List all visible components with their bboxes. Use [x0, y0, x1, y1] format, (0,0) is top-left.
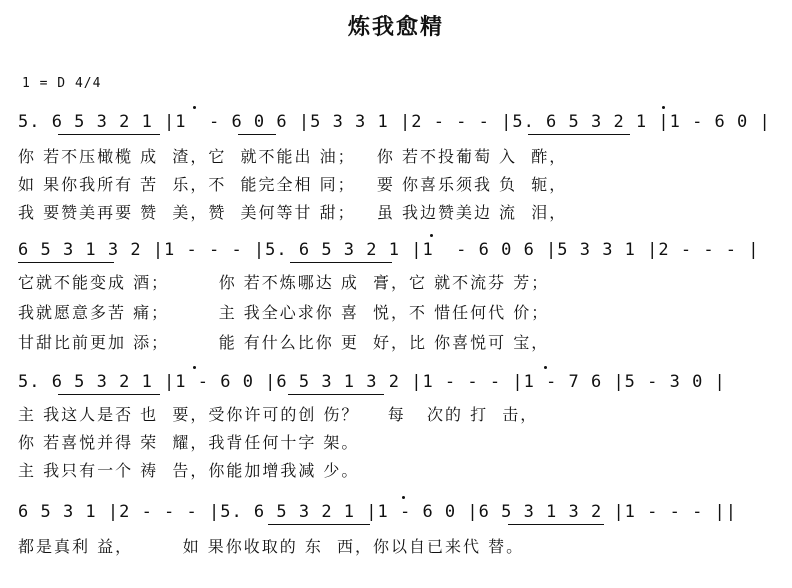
octave-dot [544, 366, 547, 369]
notation-line-1: 5. 6 5 3 2 1 |1 - 6 0 6 |5 3 3 1 |2 - - - |5. 6 5 3 2 1 |1 - 6 0 | [18, 112, 771, 132]
song-title: 炼我愈精 [347, 15, 444, 40]
lyric-line-3-1: 主 我这人是否 也 要，受你许可的创 伤？ 每 次的 打 击， [18, 405, 539, 424]
notation-line-2: 6 5 3 1 3 2 |1 - - - |5. 6 5 3 2 1 |1 - 6 0 6 |5 3 3 1 |2 - - - | [18, 240, 760, 260]
key-signature: 1 = D 4/4 [22, 76, 102, 91]
notation-line-4: 6 5 3 1 |2 - - - |5. 6 5 3 2 1 |1 - 6 0 |6 5 3 1 3 2 |1 - - - || [18, 502, 738, 522]
octave-dot [193, 106, 196, 109]
octave-dot [402, 496, 405, 499]
lyric-line-2-1: 它就不能变成 酒； 你 若不炼哪达 成 膏，它 就不流芬 芳； [18, 273, 550, 292]
beam-underline [58, 134, 160, 135]
octave-dot [430, 234, 433, 237]
beam-underline [528, 134, 630, 135]
lyric-line-2-3: 甘甜比前更加 添； 能 有什么比你 更 好，比 你喜悦可 宝， [18, 333, 550, 352]
beam-underline [290, 262, 392, 263]
beam-underline [508, 524, 604, 525]
lyric-line-1-1: 你 若不压橄榄 成 渣，它 就不能出 油； 你 若不投葡萄 入 酢， [18, 147, 568, 166]
lyric-line-3-3: 主 我只有一个 祷 告，你能加增我减 少。 [18, 461, 360, 480]
beam-underline [288, 394, 384, 395]
notation-line-3: 5. 6 5 3 2 1 |1 - 6 0 |6 5 3 1 3 2 |1 - - - |1 - 7 6 |5 - 3 0 | [18, 372, 726, 392]
beam-underline [58, 394, 160, 395]
lyric-line-3-2: 你 若喜悦并得 荣 耀，我背任何十字 架。 [18, 433, 360, 452]
lyric-line-1-2: 如 果你我所有 苦 乐，不 能完全相 同； 要 你喜乐须我 负 轭， [18, 175, 568, 194]
lyric-line-2-2: 我就愿意多苦 痛； 主 我全心求你 喜 悦，不 惜任何代 价； [18, 303, 550, 322]
lyric-line-1-3: 我 要赞美再要 赞 美，赞 美何等甘 甜； 虽 我边赞美边 流 泪， [18, 203, 568, 222]
octave-dot [193, 366, 196, 369]
beam-underline [268, 524, 370, 525]
beam-underline [18, 262, 114, 263]
beam-underline [238, 134, 276, 135]
lyric-line-4-1: 都是真利 益， 如 果你收取的 东 西，你以自已来代 替。 [18, 537, 525, 556]
octave-dot [662, 106, 665, 109]
